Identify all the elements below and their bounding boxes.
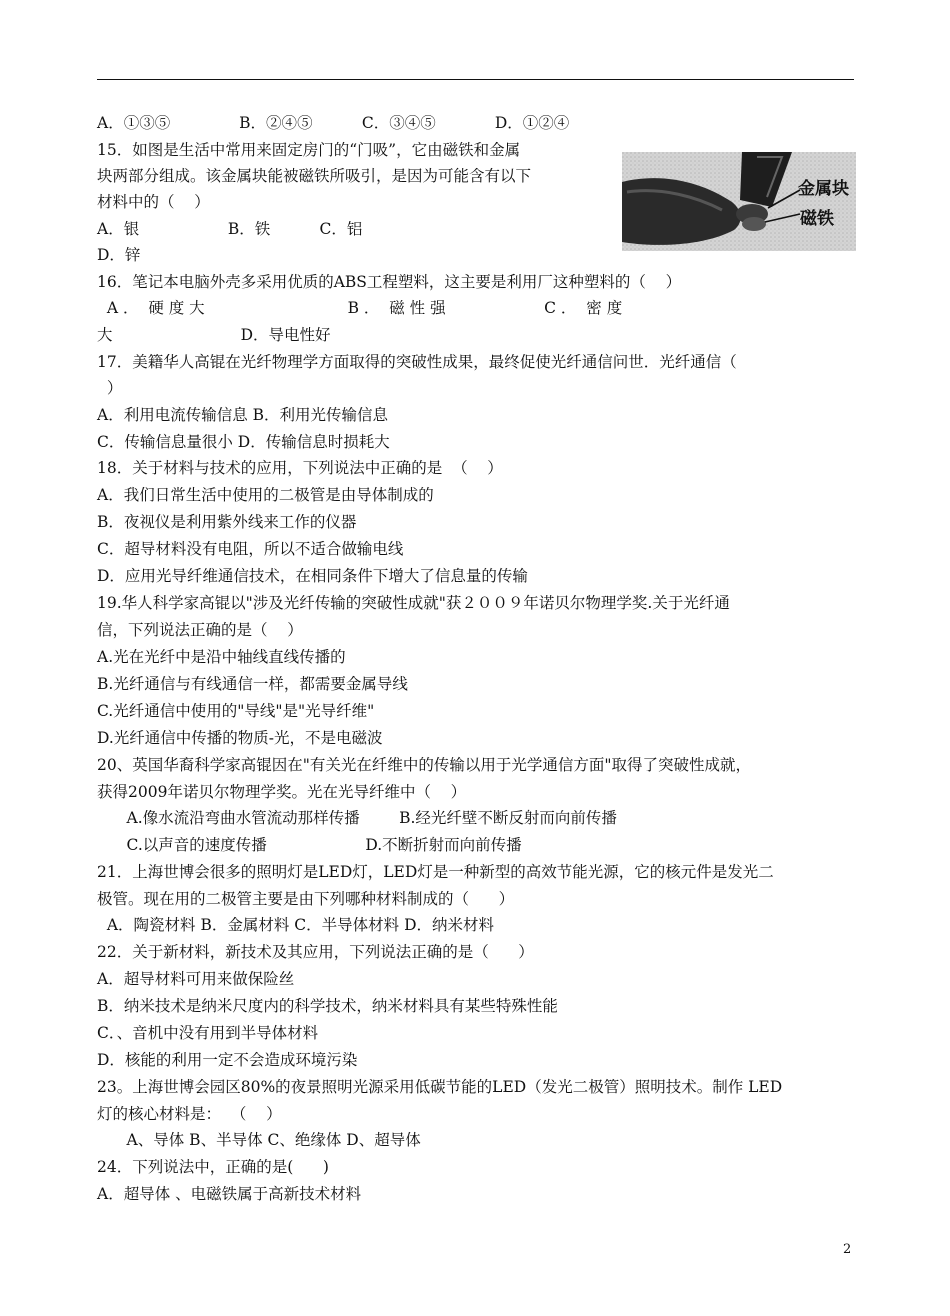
text-line: 18．关于材料与技术的应用，下列说法中正确的是 （ ） [97, 459, 503, 477]
text-line: A．陶瓷材料 B．金属材料 C．半导体材料 D．纳米材料 [97, 916, 495, 934]
text-line: C．、音机中没有用到半导体材料 [97, 1024, 319, 1042]
header-rule [97, 79, 854, 80]
text-line: A.光在光纤中是沿中轴线直线传播的 [97, 648, 346, 666]
text-line: D.光纤通信中传播的物质-光，不是电磁波 [97, 729, 383, 747]
text-line: B.光纤通信与有线通信一样，都需要金属导线 [97, 675, 408, 693]
text-line: B．夜视仪是利用紫外线来工作的仪器 [97, 513, 357, 531]
text-line: 19.华人科学家高锟以"涉及光纤传输的突破性成就"获２００９年诺贝尔物理学奖.关于光纤通 [97, 594, 730, 612]
text-line: D．应用光导纤维通信技术，在相同条件下增大了信息量的传输 [97, 567, 528, 585]
metal-block-label: 金属块 [798, 179, 849, 199]
text-line: 材料中的（ ） [97, 193, 210, 211]
text-line: A．超导材料可用来做保险丝 [97, 970, 295, 988]
text-line: 信，下列说法正确的是（ ） [97, 621, 303, 639]
text-line: A．银 B．铁 C．铝 [97, 220, 363, 238]
text-line: 20、英国华裔科学家高锟因在"有关光在纤维中的传输以用于光学通信方面"取得了突破性成就， [97, 756, 751, 774]
text-line: 极管。现在用的二极管主要是由下列哪种材料制成的（ ） [97, 890, 515, 908]
text-line: 16．笔记本电脑外壳多采用优质的ABS工程塑料，这主要是利用厂这种塑料的（ ） [97, 273, 682, 291]
text-line: 17．美籍华人高锟在光纤物理学方面取得的突破性成果，最终促使光纤通信问世．光纤通信（ [97, 353, 737, 371]
text-line: 22．关于新材料，新技术及其应用，下列说法正确的是（ ） [97, 943, 534, 961]
door-stop-figure [622, 152, 856, 251]
text-line: D．锌 [97, 246, 141, 264]
text-line: A．超导体 、电磁铁属于高新技术材料 [97, 1185, 362, 1203]
text-line: B．纳米技术是纳米尺度内的科学技术，纳米材料具有某些特殊性能 [97, 997, 558, 1015]
text-line: 15．如图是生活中常用来固定房门的“门吸”，它由磁铁和金属 [97, 141, 521, 159]
text-line: D．核能的利用一定不会造成环境污染 [97, 1051, 358, 1069]
text-line: 23。上海世博会园区80%的夜景照明光源采用低碳节能的LED（发光二极管）照明技术。制作 LED [97, 1078, 783, 1096]
text-line: C．超导材料没有电阻，所以不适合做输电线 [97, 540, 404, 558]
text-line: 块两部分组成。该金属块能被磁铁所吸引，是因为可能含有以下 [97, 167, 532, 185]
text-line: A．①③⑤ B．②④⑤ C．③④⑤ D．①②④ [97, 114, 570, 132]
text-line: A.像水流沿弯曲水管流动那样传播 B.经光纤壁不断反射而向前传播 [97, 809, 617, 827]
text-line: 大 D．导电性好 [97, 326, 331, 344]
text-line: C.光纤通信中使用的"导线"是"光导纤维" [97, 702, 375, 720]
text-line: C．传输信息量很小 D．传输信息时损耗大 [97, 433, 390, 451]
text-line: 获得2009年诺贝尔物理学奖。光在光导纤维中（ ） [97, 783, 467, 801]
text-line: A、导体 B、半导体 C、绝缘体 D、超导体 [97, 1131, 421, 1149]
text-line: A ． 硬 度 大 B ． 磁 性 强 C ． 密 度 [97, 299, 623, 317]
text-line: 21．上海世博会很多的照明灯是LED灯，LED灯是一种新型的高效节能光源，它的核元件是发光二 [97, 863, 774, 881]
magnet-label: 磁铁 [800, 209, 834, 229]
text-line: 灯的核心材料是： （ ） [97, 1105, 282, 1123]
text-line: A．利用电流传输信息 B．利用光传输信息 [97, 406, 389, 424]
text-line: C.以声音的速度传播 D.不断折射而向前传播 [97, 836, 522, 854]
text-line: ） [97, 379, 123, 397]
page-number: 2 [843, 1242, 852, 1257]
text-line: 24．下列说法中，正确的是( ) [97, 1158, 329, 1176]
text-line: A．我们日常生活中使用的二极管是由导体制成的 [97, 486, 434, 504]
